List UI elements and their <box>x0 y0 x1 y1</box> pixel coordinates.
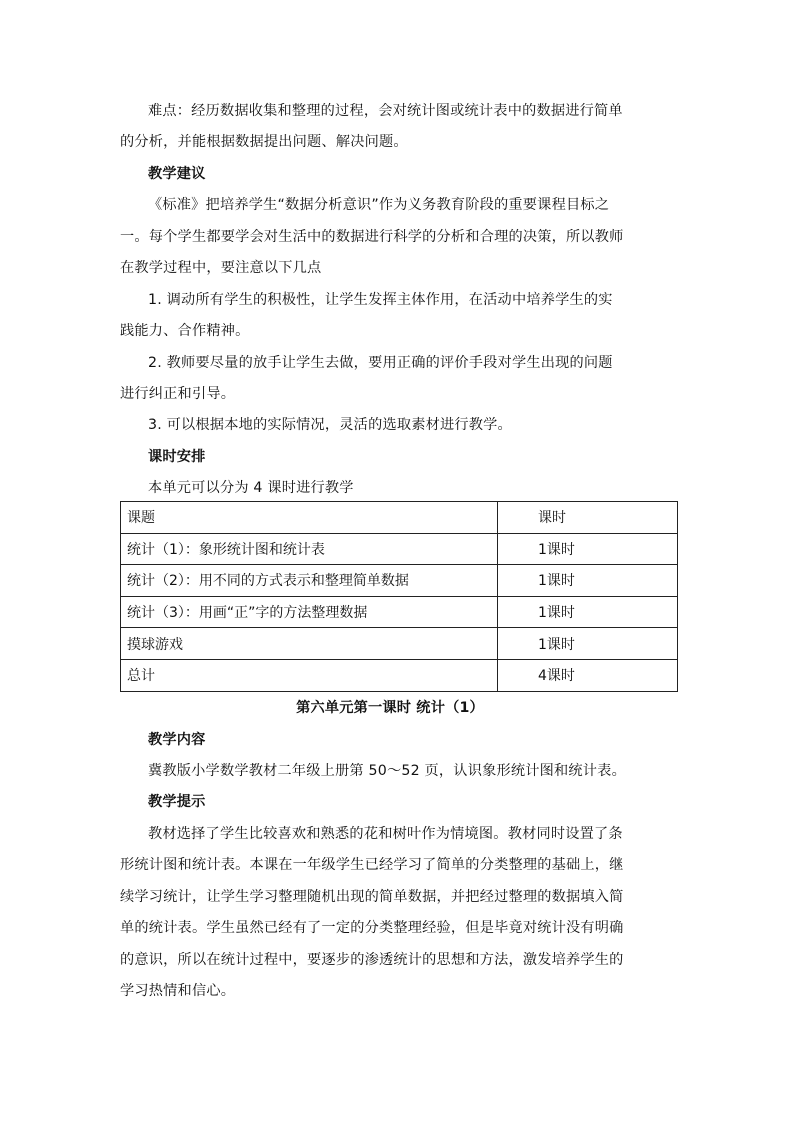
suggestion-item-3-line-1: 3. 可以根据本地的实际情况，灵活的选取素材进行教学。 <box>148 417 512 433</box>
suggestions-p1-line-1: 《标准》把培养学生“数据分析意识”作为义务教育阶段的重要课程目标之 <box>148 197 610 213</box>
table-row <box>121 628 678 660</box>
table-cell-hours: 1课时 <box>498 565 678 597</box>
table-row <box>121 565 678 597</box>
table-header-hours: 课时 <box>498 502 678 534</box>
table-cell-topic: 总计 <box>121 659 498 691</box>
table-cell-hours: 4课时 <box>498 659 678 691</box>
hint-line-5: 的意识，所以在统计过程中，要逐步的渗透统计的思想和方法，激发培养学生的 <box>120 952 624 968</box>
suggestions-heading: 教学建议 <box>148 166 206 182</box>
lesson-schedule-table <box>120 501 678 692</box>
difficulty-line-2: 的分析，并能根据数据提出问题、解决问题。 <box>120 134 408 150</box>
table-cell-hours: 1课时 <box>498 596 678 628</box>
suggestions-p1-line-3: 在教学过程中，要注意以下几点 <box>120 260 322 276</box>
table-row <box>121 659 678 691</box>
table-header-topic: 课题 <box>121 502 498 534</box>
table-cell-topic: 摸球游戏 <box>121 628 498 660</box>
content-line-1: 冀教版小学数学教材二年级上册第 50～52 页，认识象形统计图和统计表。 <box>148 763 626 779</box>
lesson-title: 第六单元第一课时 统计（1） <box>296 700 484 716</box>
schedule-intro: 本单元可以分为 4 课时进行教学 <box>148 480 354 496</box>
suggestions-p1-line-2: 一。每个学生都要学会对生活中的数据进行科学的分析和合理的决策，所以教师 <box>120 229 624 245</box>
table-cell-topic: 统计（2）：用不同的方式表示和整理简单数据 <box>121 565 498 597</box>
difficulty-line-1: 难点：经历数据收集和整理的过程，会对统计图或统计表中的数据进行简单 <box>148 103 623 119</box>
suggestion-item-2-line-2: 进行纠正和引导。 <box>120 386 236 402</box>
suggestion-item-1-line-2: 践能力、合作精神。 <box>120 323 250 339</box>
table-cell-hours: 1课时 <box>498 628 678 660</box>
hint-line-6: 学习热情和信心。 <box>120 983 236 999</box>
content-heading: 教学内容 <box>148 732 206 748</box>
hint-heading: 教学提示 <box>148 794 206 810</box>
table-cell-topic: 统计（3）：用画“正”字的方法整理数据 <box>121 596 498 628</box>
hint-line-4: 单的统计表。学生虽然已经有了一定的分类整理经验，但是毕竟对统计没有明确 <box>120 920 624 936</box>
hint-line-1: 教材选择了学生比较喜欢和熟悉的花和树叶作为情境图。教材同时设置了条 <box>148 826 623 842</box>
table-row <box>121 533 678 565</box>
hint-line-3: 续学习统计，让学生学习整理随机出现的简单数据，并把经过整理的数据填入简 <box>120 889 624 905</box>
table-row <box>121 596 678 628</box>
table-header-row <box>121 502 678 534</box>
schedule-heading: 课时安排 <box>148 449 206 465</box>
table-cell-topic: 统计（1）：象形统计图和统计表 <box>121 533 498 565</box>
suggestion-item-1-line-1: 1. 调动所有学生的积极性，让学生发挥主体作用，在活动中培养学生的实 <box>148 292 613 308</box>
hint-line-2: 形统计图和统计表。本课在一年级学生已经学习了简单的分类整理的基础上，继 <box>120 857 624 873</box>
table-cell-hours: 1课时 <box>498 533 678 565</box>
suggestion-item-2-line-1: 2. 教师要尽量的放手让学生去做，要用正确的评价手段对学生出现的问题 <box>148 355 613 371</box>
